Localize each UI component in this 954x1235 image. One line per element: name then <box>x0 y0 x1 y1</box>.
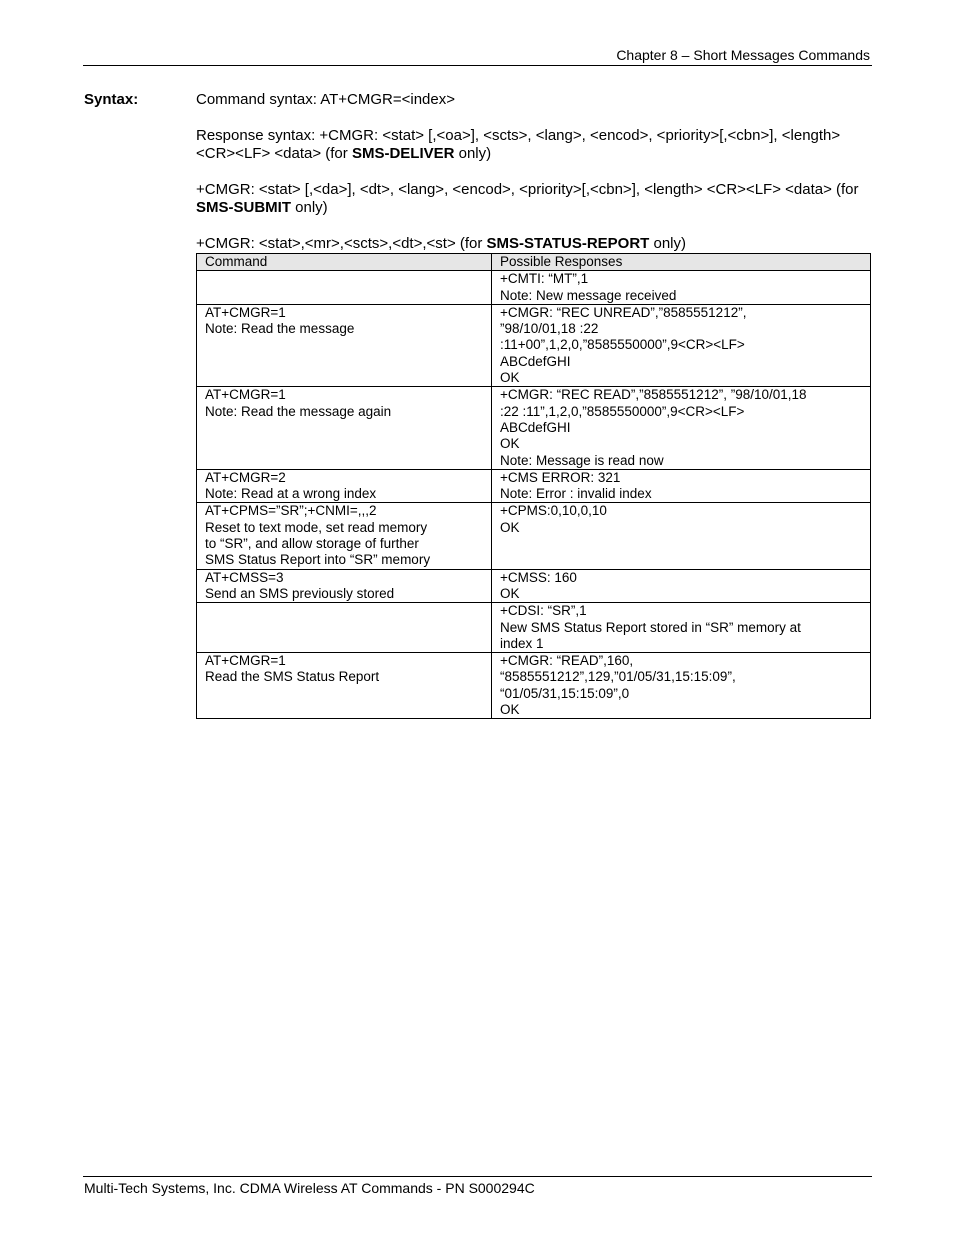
table-body <box>197 271 871 719</box>
command-line: AT+CMGR=2 <box>205 469 286 485</box>
response-line: +CMSS: 160 <box>500 569 577 585</box>
command-line: Read the SMS Status Report <box>205 669 380 685</box>
response-line: index 1 <box>500 635 544 651</box>
page-header-chapter: Chapter 8 – Short Messages Commands <box>616 47 870 63</box>
response-cell <box>492 469 871 503</box>
command-cell <box>197 387 492 469</box>
response-line: Note: Message is read now <box>500 452 664 468</box>
response-syntax-deliver: Response syntax: +CMGR: <stat> [,<oa>], <scts>, <lang>, <encod>, <priority>[,<cbn>], <length> <CR><LF> <data> (for SMS-DELIVER only) <box>196 127 841 162</box>
header-rule <box>83 65 872 66</box>
response-cell <box>492 304 871 386</box>
response-line: OK <box>500 519 520 535</box>
response-line: +CMTI: “MT”,1 <box>500 271 589 287</box>
response-cell <box>492 653 871 719</box>
response-line: “01/05/31,15:15:09”,0 <box>500 685 630 701</box>
table-row <box>197 271 871 305</box>
table-row <box>197 653 871 719</box>
command-cell <box>197 653 492 719</box>
command-syntax: Command syntax: AT+CMGR=<index> <box>196 91 455 108</box>
response-syntax-submit: +CMGR: <stat> [,<da>], <dt>, <lang>, <encod>, <priority>[,<cbn>], <length> <CR><LF> <data> (for SMS-SUBMIT only) <box>196 181 859 216</box>
command-line: AT+CMGR=1 <box>205 387 286 403</box>
response-line: “8585551212”,129,”01/05/31,15:15:09”, <box>500 669 736 685</box>
table-row <box>197 569 871 603</box>
table-row <box>197 503 871 569</box>
response-line: ABCdefGHI <box>500 419 571 435</box>
response-line: +CPMS:0,10,0,10 <box>500 503 607 519</box>
command-line: Note: Read the message again <box>205 403 392 419</box>
command-cell <box>197 503 492 569</box>
response-line: +CDSI: “SR”,1 <box>500 603 587 619</box>
command-line: AT+CMGR=1 <box>205 653 286 669</box>
command-line: AT+CPMS=”SR”;+CNMI=,,,2 <box>205 503 377 519</box>
column-header-responses: Possible Responses <box>492 254 871 271</box>
command-cell <box>197 304 492 386</box>
response-cell <box>492 271 871 305</box>
command-line: AT+CMGR=1 <box>205 304 286 320</box>
response-cell <box>492 503 871 569</box>
command-cell <box>197 271 492 305</box>
response-line: +CMGR: “READ”,160, <box>500 653 634 669</box>
response-line: :11+00”,1,2,0,”8585550000”,9<CR><LF> <box>500 337 745 353</box>
response-syntax-status: +CMGR: <stat>,<mr>,<scts>,<dt>,<st> (for SMS-STATUS-REPORT only) <box>196 235 687 252</box>
response-line: +CMS ERROR: 321 <box>500 469 621 485</box>
response-line: New SMS Status Report stored in “SR” memory at <box>500 619 801 635</box>
column-header-command: Command <box>197 254 492 271</box>
command-cell <box>197 469 492 503</box>
response-cell <box>492 569 871 603</box>
response-line: OK <box>500 436 520 452</box>
table-header-row <box>197 254 871 271</box>
command-response-table <box>196 253 871 719</box>
table-row <box>197 603 871 653</box>
response-line: OK <box>500 585 520 601</box>
table-row <box>197 304 871 386</box>
table-row <box>197 387 871 469</box>
page-footer: Multi-Tech Systems, Inc. CDMA Wireless AT Commands - PN S000294C <box>84 1180 535 1196</box>
table-row <box>197 469 871 503</box>
command-line: Note: Read the message <box>205 321 355 337</box>
response-cell <box>492 387 871 469</box>
command-line: AT+CMSS=3 <box>205 569 284 585</box>
response-line: +CMGR: “REC UNREAD”,”8585551212”, <box>500 304 747 320</box>
command-line: SMS Status Report into “SR” memory <box>205 552 431 568</box>
command-line: Send an SMS previously stored <box>205 585 395 601</box>
response-line: ”98/10/01,18 :22 <box>500 321 599 337</box>
syntax-label: Syntax: <box>84 91 139 108</box>
response-cell <box>492 603 871 653</box>
footer-rule <box>83 1176 872 1177</box>
response-line: Note: New message received <box>500 287 677 303</box>
response-line: ABCdefGHI <box>500 353 571 369</box>
response-line: :22 :11”,1,2,0,”8585550000”,9<CR><LF> <box>500 403 745 419</box>
response-line: OK <box>500 370 520 386</box>
command-line: to “SR”, and allow storage of further <box>205 536 419 552</box>
response-line: OK <box>500 702 520 718</box>
command-cell <box>197 569 492 603</box>
command-line: Reset to text mode, set read memory <box>205 519 428 535</box>
response-line: Note: Error : invalid index <box>500 486 652 502</box>
response-line: +CMGR: “REC READ”,”8585551212”, ”98/10/01,18 <box>500 387 807 403</box>
command-line: Note: Read at a wrong index <box>205 486 377 502</box>
syntax-content <box>196 91 866 253</box>
command-cell <box>197 603 492 653</box>
